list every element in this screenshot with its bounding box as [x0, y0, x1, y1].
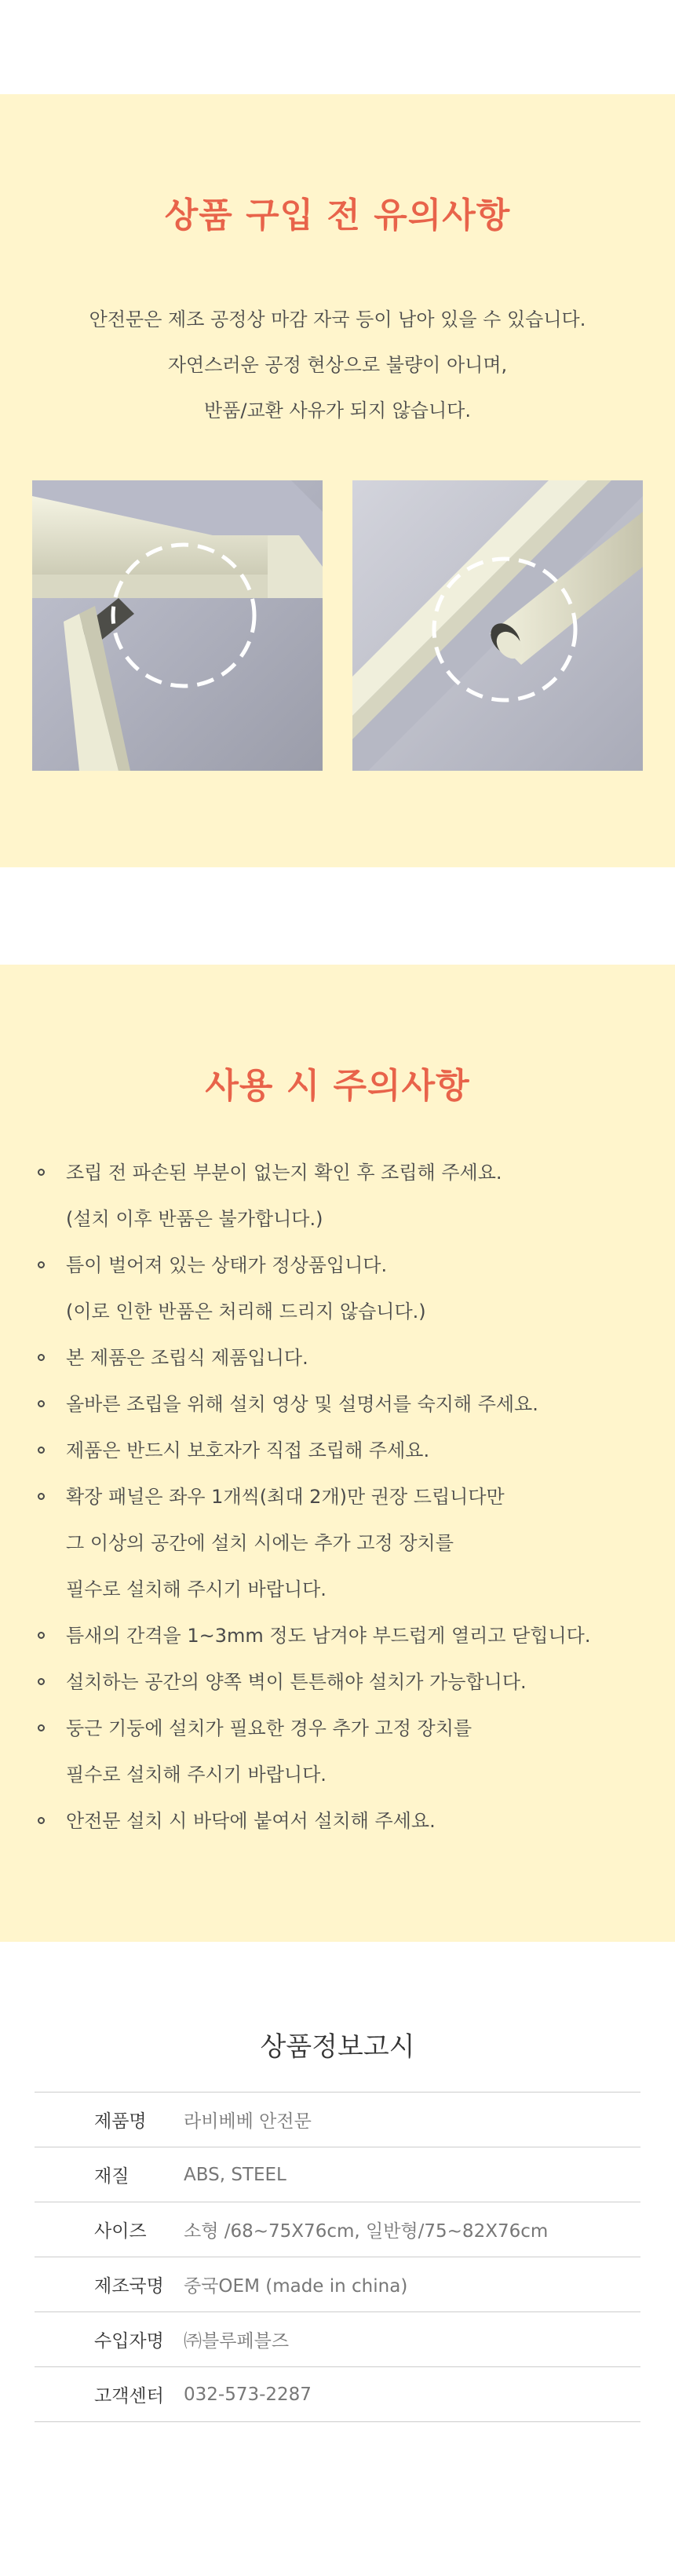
list-item: [33, 1613, 661, 1659]
frame-joint-photo-right: [352, 480, 643, 771]
item-line: 올바른 조립을 위해 설치 영상 및 설명서를 숙지해 주세요.: [66, 1393, 538, 1415]
info-label: 재질: [35, 2147, 184, 2202]
info-value: 라비베베 안전문: [184, 2093, 640, 2147]
list-item: [33, 1798, 661, 1844]
bullet-icon: [38, 1493, 45, 1500]
info-value: 중국OEM (made in china): [184, 2257, 640, 2312]
bullet-icon: [38, 1400, 45, 1407]
list-item: [33, 1335, 661, 1381]
table-row: [35, 2367, 640, 2422]
list-item: [33, 1474, 661, 1613]
usage-caution-section: [0, 965, 675, 1942]
bullet-icon: [38, 1817, 45, 1824]
item-line: 확장 패널은 좌우 1개씩(최대 2개)만 권장 드립니다만: [66, 1486, 505, 1508]
item-line: (설치 이후 반품은 불가합니다.): [66, 1208, 323, 1230]
purchase-caution-title: 상품 구입 전 유의사항: [164, 195, 511, 235]
purchase-caution-section: [0, 94, 675, 867]
bullet-icon: [38, 1447, 45, 1454]
item-line: 필수로 설치해 주시기 바랍니다.: [66, 1578, 327, 1600]
item-line: 둥근 기둥에 설치가 필요한 경우 추가 고정 장치를: [66, 1717, 472, 1739]
bullet-icon: [38, 1678, 45, 1685]
notice-line: 안전문은 제조 공정상 마감 자국 등이 남아 있을 수 있습니다.: [89, 308, 586, 330]
item-line: 틈이 벌어져 있는 상태가 정상품입니다.: [66, 1254, 388, 1276]
bullet-icon: [38, 1169, 45, 1176]
info-label: 고객센터: [35, 2367, 184, 2422]
table-row: [35, 2257, 640, 2312]
usage-caution-title: 사용 시 주의사항: [205, 1066, 470, 1106]
list-item: [33, 1242, 661, 1335]
info-value: ABS, STEEL: [184, 2147, 640, 2202]
item-line: 틈새의 간격을 1~3mm 정도 남겨야 부드럽게 열리고 닫힙니다.: [66, 1625, 591, 1647]
purchase-caution-notice: [0, 297, 675, 433]
list-item: [33, 1428, 661, 1474]
item-line: 필수로 설치해 주시기 바랍니다.: [66, 1764, 327, 1786]
item-line: 조립 전 파손된 부분이 없는지 확인 후 조립해 주세요.: [66, 1162, 502, 1184]
frame-joint-photo-left: [32, 480, 323, 771]
list-item: [33, 1150, 661, 1242]
info-value: 소형 /68~75X76cm, 일반형/75~82X76cm: [184, 2202, 640, 2257]
info-label: 제품명: [35, 2093, 184, 2147]
notice-line: 반품/교환 사유가 되지 않습니다.: [204, 400, 471, 421]
table-row: [35, 2147, 640, 2202]
item-line: 그 이상의 공간에 설치 시에는 추가 고정 장치를: [66, 1532, 454, 1554]
item-line: 설치하는 공간의 양쪽 벽이 튼튼해야 설치가 가능합니다.: [66, 1671, 527, 1693]
item-line: 본 제품은 조립식 제품입니다.: [66, 1347, 308, 1369]
list-item: [33, 1706, 661, 1798]
info-label: 사이즈: [35, 2202, 184, 2257]
bullet-icon: [38, 1354, 45, 1361]
notice-line: 자연스러운 공정 현상으로 불량이 아니며,: [167, 354, 508, 376]
usage-caution-list: [33, 1150, 661, 1844]
item-line: (이로 인한 반품은 처리해 드리지 않습니다.): [66, 1301, 426, 1323]
item-line: 제품은 반드시 보호자가 직접 조립해 주세요.: [66, 1439, 430, 1461]
item-line: 안전문 설치 시 바닥에 붙여서 설치해 주세요.: [66, 1810, 436, 1832]
info-value: 032-573-2287: [184, 2367, 640, 2422]
product-info-title: 상품정보고시: [260, 2031, 415, 2063]
info-value: ㈜블루페블즈: [184, 2312, 640, 2367]
product-info-table: [35, 2092, 640, 2422]
table-row: [35, 2312, 640, 2367]
bullet-icon: [38, 1261, 45, 1268]
info-label: 제조국명: [35, 2257, 184, 2312]
bullet-icon: [38, 1632, 45, 1639]
table-row: [35, 2202, 640, 2257]
info-label: 수입자명: [35, 2312, 184, 2367]
table-row: [35, 2093, 640, 2147]
bullet-icon: [38, 1724, 45, 1731]
list-item: [33, 1659, 661, 1706]
list-item: [33, 1381, 661, 1428]
